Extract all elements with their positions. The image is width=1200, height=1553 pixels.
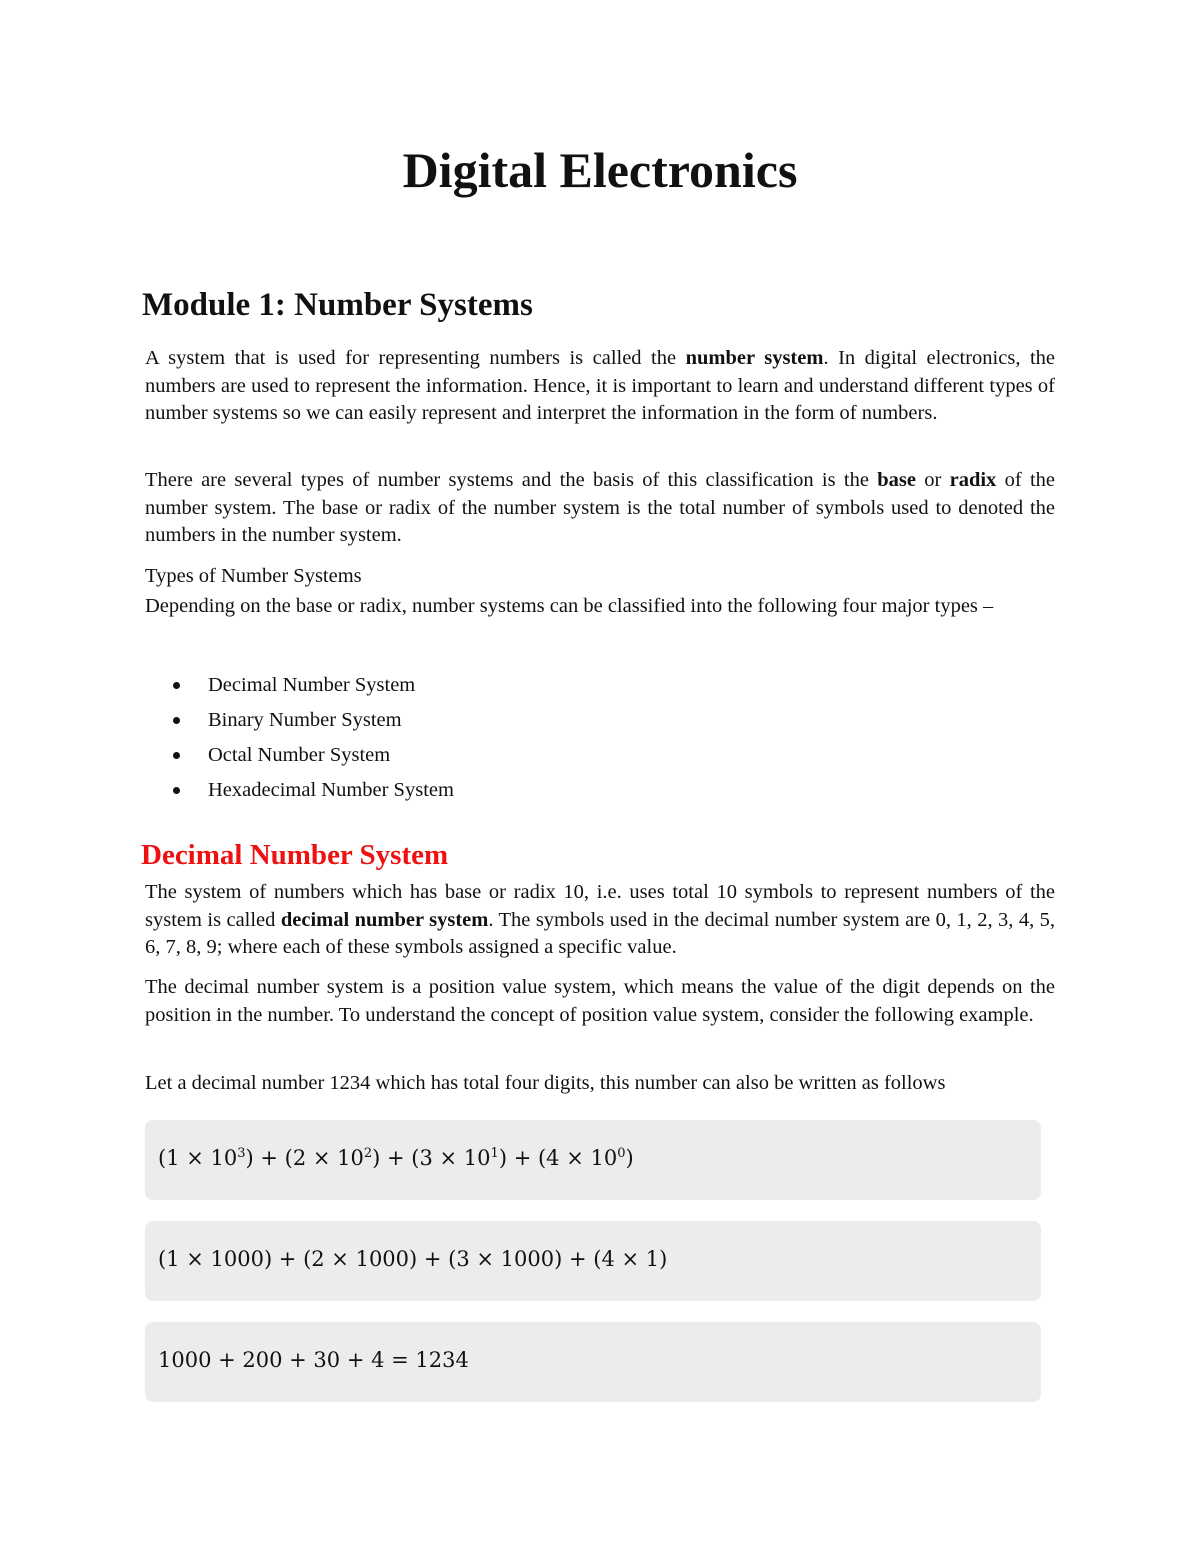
bullet-icon [173, 717, 180, 724]
decimal-paragraph-3: Let a decimal number 1234 which has total four digits, this number can also be written as follows [145, 1072, 946, 1094]
list-item: Decimal Number System [170, 670, 454, 705]
module-heading: Module 1: Number Systems [142, 287, 533, 323]
equation-expanded: (1 × 1000) + (2 × 1000) + (3 × 1000) + (4 × 1) [158, 1247, 668, 1271]
term-number-system: number system [685, 347, 824, 369]
decimal-section-heading: Decimal Number System [141, 839, 449, 871]
term-radix: radix [949, 469, 997, 491]
term-base: base [877, 469, 916, 491]
intro-paragraph-1: A system that is used for representing numbers is called the number system. In digital electronics, the numbers are used to represent the information. Hence, it is important to learn and understand different types of number systems so we can easily represent and interpret the information in the form of numbers. [145, 347, 1055, 424]
equation-powers-of-ten: $(1 \times 10^3) + (2 \times 10^2) + (3 \times 10^1) + (4 \times 10^0)$ [158, 1146, 634, 1170]
bullet-icon [173, 752, 180, 759]
decimal-paragraph-2: The decimal number system is a position value system, which means the value of the digit depends on the position in the number. To understand the concept of position value system, consider the following example. [145, 976, 1055, 1026]
list-item: Octal Number System [170, 740, 454, 775]
types-intro: Depending on the base or radix, number systems can be classified into the following four major types – [145, 595, 994, 617]
bullet-icon [173, 787, 180, 794]
intro-paragraph-2: There are several types of number systems and the basis of this classification is the base or radix of the number system. The base or radix of the number system is the total number of symbols used to denoted the numbers in the number system. [145, 469, 1055, 546]
decimal-paragraph-1: The system of numbers which has base or radix 10, i.e. uses total 10 symbols to represent numbers of the system is called decimal number system. The symbols used in the decimal number system are 0, 1, 2, 3, 4, 5, 6, 7, 8, 9; where each of these symbols assigned a specific value. [145, 881, 1056, 958]
list-item: Binary Number System [170, 705, 454, 740]
list-item: Hexadecimal Number System [170, 775, 454, 810]
bullet-icon [173, 682, 180, 689]
equation-box [145, 1221, 1041, 1301]
document-title: Digital Electronics [402, 142, 798, 198]
types-list [170, 670, 454, 810]
equation-sum: 1000 + 200 + 30 + 4 = 1234 [158, 1348, 469, 1372]
types-label: Types of Number Systems [145, 565, 362, 587]
equation-box [145, 1120, 1041, 1200]
term-decimal-number-system: decimal number system [280, 908, 489, 931]
equation-box [145, 1322, 1041, 1402]
